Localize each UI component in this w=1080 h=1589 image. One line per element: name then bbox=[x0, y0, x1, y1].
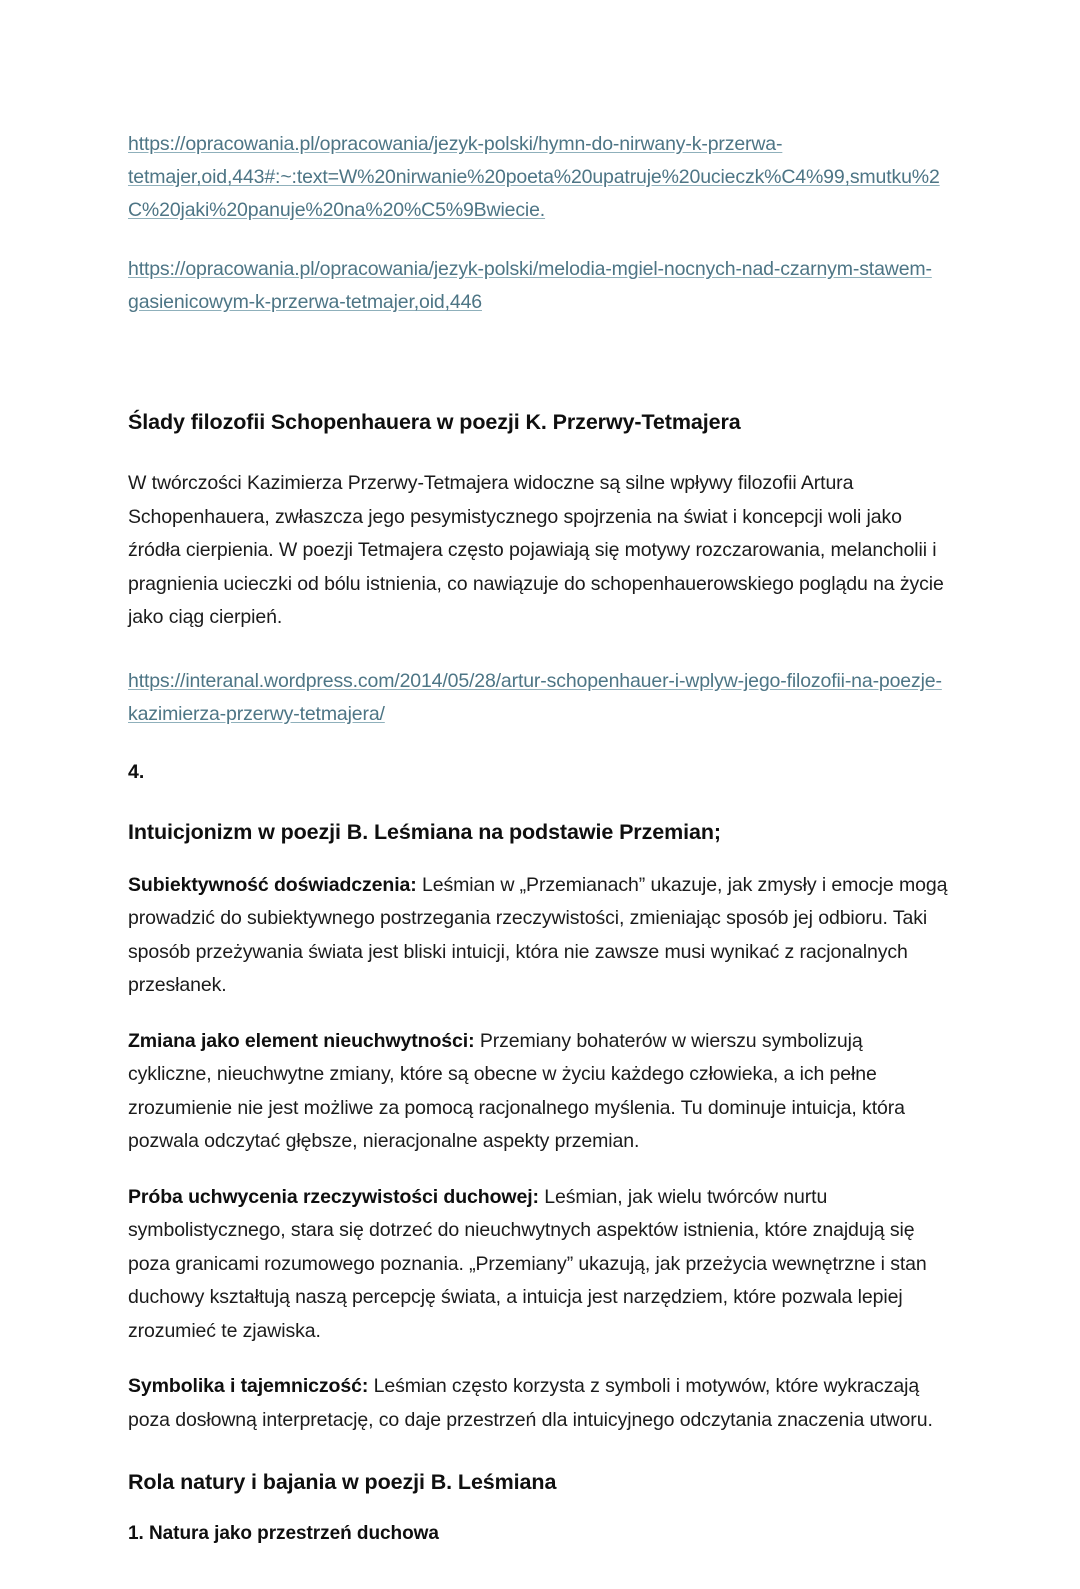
list-number-4: 4. bbox=[128, 760, 145, 783]
paragraph-lead: Zmiana jako element nieuchwytności: bbox=[128, 1029, 475, 1052]
paragraph-text: Leśmian, jak wielu twórców nurtu symbolistycznego, stara się dotrzeć do nieuchwytnych aspektów istnienia, które znajdują się poza granicami rozumowego poznania. „Przemiany” ukazują, jak przeżycia wewnętrzne i stan duchowy kształtują naszą percepcję świata, a intuicja jest narzędziem, które pozwala lepiej zrozumieć te zjawiska. bbox=[128, 1185, 927, 1342]
spacer bbox=[128, 345, 950, 407]
heading-rola-natury-i-bajania: Rola natury i bajania w poezji B. Leśmiana bbox=[128, 1470, 557, 1494]
paragraph-lead: Symbolika i tajemniczość: bbox=[128, 1375, 369, 1397]
spacer bbox=[128, 635, 950, 665]
subheading-natura-jako-przestrzen-duchowa: 1. Natura jako przestrzeń duchowa bbox=[128, 1523, 439, 1544]
link-interanal-wordpress[interactable]: https://interanal.wordpress.com/2014/05/28/artur-schopenhauer-i-wplyw-jego-filozofii-na-poezje-kazimierza-przerwy-tetmajera/ bbox=[128, 669, 942, 725]
link-melodia-mgiel-nocnych[interactable]: https://opracowania.pl/opracowania/jezyk-polski/melodia-mgiel-nocnych-nad-czarnym-stawem-gasienicowym-k-przerwa-tetmajer,oid,446 bbox=[128, 258, 932, 313]
spacer bbox=[128, 1348, 950, 1370]
link-paragraph-melodia-mgiel-nocnych bbox=[128, 253, 950, 319]
link-hymn-do-nirwany[interactable]: https://opracowania.pl/opracowania/jezyk-polski/hymn-do-nirwany-k-przerwa-tetmajer,oid,443#:~:text=W%20nirwanie%20poeta%20upatruje%20ucieczk%C4%99,smutku%2C%20jaki%20panuje%20na%20%C5%9Bwiecie. bbox=[128, 133, 940, 221]
paragraph-proba-uchwycenia-rzeczywistosci-duchowej bbox=[128, 1181, 950, 1349]
paragraph-symbolika-i-tajemniczosc bbox=[128, 1370, 950, 1437]
paragraph-zmiana-jako-element-nieuchwytnosci bbox=[128, 1025, 950, 1159]
link-paragraph-hymn-do-nirwany bbox=[128, 128, 950, 227]
paragraph-text: Leśmian w „Przemianach” ukazuje, jak zmysły i emocje mogą prowadzić do subiektywnego postrzegania rzeczywistości, zmieniając sposób jej odbioru. Taki sposób przeżywania świata jest bliski intuicji, która nie zawsze musi wynikać z racjonalnych przesłanek. bbox=[128, 873, 948, 996]
paragraph-text: Leśmian często korzysta z symboli i motywów, które wykraczają poza dosłowną interpretację, co daje przestrzeń dla intuicyjnego odczytania znaczenia utworu. bbox=[128, 1375, 933, 1431]
document-body bbox=[128, 128, 950, 1549]
spacer bbox=[128, 1437, 950, 1467]
heading-intuicjonizm-lesmian: Intuicjonizm w poezji B. Leśmiana na podstawie Przemian; bbox=[128, 819, 721, 844]
spacer bbox=[128, 1003, 950, 1025]
paragraph-lead: Subiektywność doświadczenia: bbox=[128, 873, 417, 896]
spacer bbox=[128, 1159, 950, 1181]
spacer bbox=[128, 437, 950, 467]
heading-slady-filozofii-schopenhauera: Ślady filozofii Schopenhauera w poezji K. Przerwy-Tetmajera bbox=[128, 410, 741, 434]
paragraph-schopenhauer: W twórczości Kazimierza Przerwy-Tetmajera widoczne są silne wpływy filozofii Artura Schopenhauera, zwłaszcza jego pesymistycznego spojrzenia na świat i koncepcji woli jako źródła cierpienia. W poezji Tetmajera często pojawiają się motywy rozczarowania, melancholii i pragnienia ucieczki od bólu istnienia, co nawiązuje do schopenhauerowskiego poglądu na życie jako ciąg cierpień. bbox=[128, 472, 944, 628]
spacer bbox=[128, 1497, 950, 1519]
link-paragraph-interanal-wordpress bbox=[128, 665, 950, 731]
spacer bbox=[128, 787, 950, 817]
paragraph-lead: Próba uchwycenia rzeczywistości duchowej: bbox=[128, 1185, 539, 1208]
spacer bbox=[128, 847, 950, 869]
paragraph-text: Przemiany bohaterów w wierszu symbolizują cykliczne, nieuchwytne zmiany, które są obecne w życiu każdego człowieka, a ich pełne zrozumienie nie jest możliwe za pomocą racjonalnego myślenia. Tu dominuje intuicja, która pozwala odczytać głębsze, nieracjonalne aspekty przemian. bbox=[128, 1029, 905, 1152]
paragraph-subiektywnosc-doswiadczenia bbox=[128, 869, 950, 1003]
